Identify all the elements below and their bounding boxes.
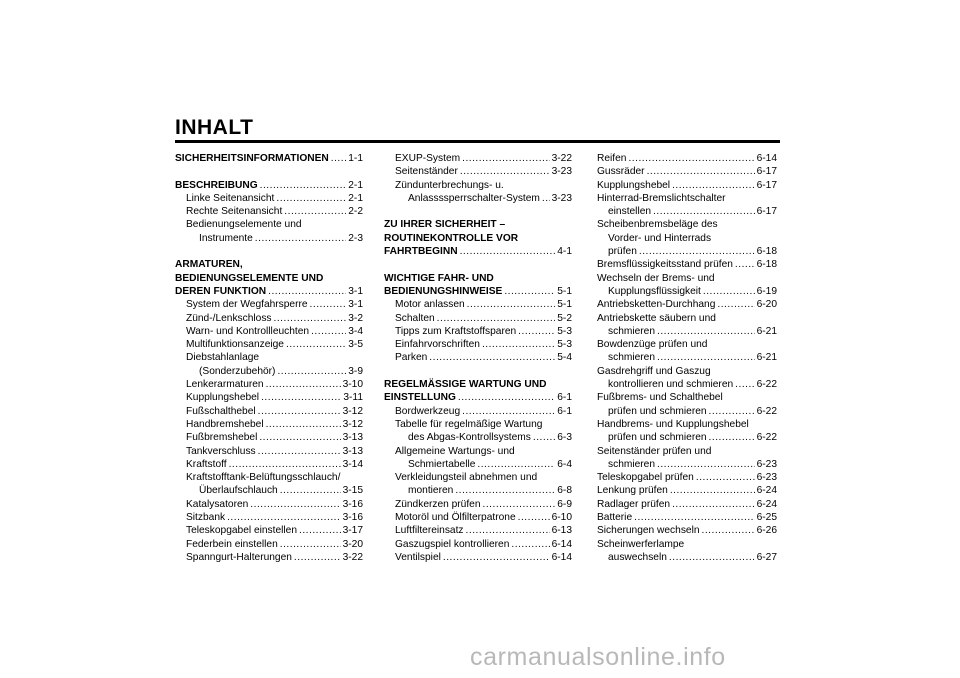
- toc-leader-dots: [672, 179, 755, 192]
- toc-leader-dots: [266, 418, 341, 431]
- toc-spacer: [384, 205, 572, 218]
- toc-leader-dots: [274, 312, 347, 325]
- toc-page-number: 6-23: [756, 458, 777, 470]
- toc-page-number: 3-10: [342, 379, 363, 391]
- toc-entry[interactable]: [384, 524, 572, 537]
- toc-entry[interactable]: [597, 245, 777, 258]
- toc-page-number: 3-11: [343, 392, 363, 404]
- toc-page-number: 6-25: [756, 512, 777, 524]
- toc-page-number: 6-18: [756, 259, 777, 271]
- toc-entry-title: Ventilspiel: [395, 551, 441, 563]
- toc-entry-title: Antriebsketten-Durchhang: [597, 299, 716, 311]
- toc-entry-title: Handbremshebel: [186, 418, 264, 430]
- toc-entry[interactable]: [597, 325, 777, 338]
- toc-entry[interactable]: Antriebskette säubern und: [597, 312, 716, 324]
- toc-page-number: 5-3: [557, 325, 572, 337]
- toc-entry-title: Gussräder: [597, 166, 645, 178]
- toc-entry[interactable]: [384, 405, 572, 418]
- toc-entry-title: DEREN FUNKTION: [175, 285, 267, 297]
- toc-leader-dots: [735, 378, 754, 391]
- toc-entry-title: Überlaufschlauch: [199, 485, 278, 497]
- toc-page-number: 6-4: [557, 458, 572, 470]
- toc-entry[interactable]: [384, 511, 572, 524]
- toc-entry-title: Teleskopgabel einstellen: [186, 525, 298, 537]
- toc-leader-dots: [467, 298, 556, 311]
- toc-leader-dots: [696, 471, 755, 484]
- toc-entry[interactable]: [384, 538, 572, 551]
- toc-page-number: 3-23: [551, 166, 572, 178]
- toc-leader-dots: [657, 325, 755, 338]
- toc-entry-title: SICHERHEITSINFORMATIONEN: [175, 153, 329, 164]
- toc-leader-dots: [255, 232, 346, 245]
- toc-entry[interactable]: Zündunterbrechungs- u.: [395, 179, 504, 191]
- toc-leader-dots: [735, 258, 755, 271]
- toc-entry-title: Tipps zum Kraftstoffsparen: [395, 325, 517, 337]
- toc-entry-title: Einfahrvorschriften: [395, 339, 480, 351]
- toc-entry[interactable]: [597, 378, 777, 391]
- toc-entry[interactable]: [175, 538, 363, 551]
- toc-entry-title: Bordwerkzeug: [395, 405, 461, 417]
- toc-page-number: 3-22: [342, 551, 363, 563]
- toc-leader-dots: [511, 538, 549, 551]
- toc-leader-dots: [542, 192, 550, 205]
- toc-page-number: 6-23: [756, 472, 777, 484]
- toc-entry[interactable]: Fußbrems- und Schalthebel: [597, 392, 723, 404]
- toc-entry[interactable]: Gasdrehgriff und Gaszug: [597, 365, 711, 377]
- toc-entry-title: Multifunktionsanzeige: [186, 339, 284, 351]
- toc-column-2: [384, 152, 572, 564]
- toc-entry-title: FAHRTBEGINN: [384, 246, 458, 258]
- toc-leader-dots: [258, 405, 341, 418]
- toc-entry-title: Anlassssperrschalter-System: [408, 192, 540, 204]
- toc-entry[interactable]: Verkleidungsteil abnehmen und: [395, 472, 538, 484]
- toc-leader-dots: [628, 152, 754, 165]
- toc-entry[interactable]: Tabelle für regelmäßige Wartung: [395, 418, 543, 430]
- toc-entry-title: System der Wegfahrsperre: [186, 299, 308, 311]
- toc-entry-title: Kupplungsflüssigkeit: [608, 285, 701, 297]
- toc-entry-title: Zündkerzen prüfen: [395, 498, 481, 510]
- toc-page-number: 2-2: [348, 206, 363, 218]
- toc-entry-title: BEDIENUNGSHINWEISE: [384, 285, 503, 297]
- toc-entry-title: montieren: [408, 485, 454, 497]
- toc-leader-dots: [331, 152, 347, 165]
- toc-page-number: 6-22: [756, 432, 777, 444]
- toc-entry[interactable]: [597, 351, 777, 364]
- toc-page-number: 6-10: [551, 512, 572, 524]
- toc-page-number: 3-4: [348, 325, 363, 337]
- toc-entry-title: BESCHREIBUNG: [175, 179, 258, 191]
- toc-section-heading[interactable]: BEDIENUNGSELEMENTE UND: [175, 272, 324, 284]
- toc-leader-dots: [258, 445, 341, 458]
- toc-leader-dots: [462, 405, 555, 418]
- toc-entry-title: Teleskopgabel prüfen: [597, 472, 694, 484]
- toc-page-number: 6-13: [551, 525, 572, 537]
- toc-page-number: 6-14: [756, 153, 777, 164]
- toc-leader-dots: [227, 511, 341, 524]
- toc-page-number: 3-1: [348, 299, 363, 311]
- toc-entry-title: auswechseln: [608, 551, 667, 563]
- toc-entry-title: prüfen und schmieren: [608, 405, 707, 417]
- toc-spacer: [175, 245, 363, 258]
- toc-entry-title: Seitenständer: [395, 166, 458, 178]
- toc-entry[interactable]: [175, 524, 363, 537]
- toc-entry[interactable]: [384, 351, 572, 364]
- toc-entry[interactable]: [597, 205, 777, 218]
- toc-entry[interactable]: [384, 325, 572, 338]
- toc-entry-title: Motor anlassen: [395, 299, 465, 311]
- toc-entry[interactable]: [384, 551, 572, 564]
- toc-entry[interactable]: [597, 551, 777, 564]
- toc-leader-dots: [672, 498, 755, 511]
- toc-leader-dots: [482, 338, 555, 351]
- toc-entry-title: Fußschalthebel: [186, 405, 256, 417]
- toc-entry[interactable]: [175, 551, 363, 564]
- toc-entry-title: prüfen: [608, 246, 637, 258]
- toc-leader-dots: [286, 338, 346, 351]
- toc-page-number: 3-23: [551, 192, 572, 204]
- toc-entry[interactable]: [384, 192, 572, 205]
- toc-page-number: 3-9: [348, 365, 363, 377]
- toc-section-heading[interactable]: ZU IHRER SICHERHEIT –: [384, 219, 506, 231]
- toc-entry[interactable]: [175, 365, 363, 378]
- toc-leader-dots: [266, 378, 341, 391]
- toc-entry-title: schmieren: [608, 325, 655, 337]
- toc-entry-title: kontrollieren und schmieren: [608, 379, 734, 391]
- toc-page-number: 5-1: [557, 299, 572, 311]
- toc-entry-title: Schmiertabelle: [408, 458, 476, 470]
- toc-page-number: 3-2: [348, 312, 363, 324]
- toc-leader-dots: [670, 484, 755, 497]
- toc-entry-title: Reifen: [597, 153, 627, 164]
- toc-entry-title: Batterie: [597, 512, 633, 524]
- toc-entry-title: des Abgas-Kontrollsystems: [408, 432, 531, 444]
- toc-entry[interactable]: [175, 298, 363, 311]
- toc-leader-dots: [533, 431, 555, 444]
- toc-page-number: 1-1: [348, 153, 363, 164]
- toc-page-number: 6-20: [756, 299, 777, 311]
- toc-entry[interactable]: [175, 205, 363, 218]
- toc-entry-title: Fußbremshebel: [186, 432, 258, 444]
- toc-page-number: 6-18: [756, 246, 777, 258]
- toc-entry[interactable]: [597, 152, 777, 165]
- toc-entry-title: Zünd-/Lenkschloss: [186, 312, 272, 324]
- toc-section-heading[interactable]: REGELMÄSSIGE WARTUNG UND: [384, 379, 547, 391]
- toc-page-number: 6-3: [557, 432, 572, 444]
- toc-page-number: 3-1: [348, 285, 363, 297]
- toc-entry[interactable]: [597, 458, 777, 471]
- toc-entry-title: EINSTELLUNG: [384, 392, 456, 404]
- toc-entry-title: schmieren: [608, 352, 655, 364]
- toc-entry[interactable]: [597, 285, 777, 298]
- toc-page-number: 6-27: [756, 551, 777, 563]
- toc-leader-dots: [466, 524, 550, 537]
- toc-page-number: 6-24: [756, 498, 777, 510]
- toc-entry-title: (Sonderzubehör): [199, 365, 276, 377]
- toc-section-heading[interactable]: [175, 285, 363, 298]
- toc-entry[interactable]: Scheibenbremsbeläge des: [597, 219, 718, 231]
- toc-page-number: 6-1: [557, 392, 572, 404]
- toc-entry[interactable]: [384, 312, 572, 325]
- toc-leader-dots: [709, 431, 755, 444]
- toc-leader-dots: [518, 325, 555, 338]
- toc-leader-dots: [280, 484, 341, 497]
- toc-entry-title: Kraftstoff: [186, 458, 227, 470]
- toc-leader-dots: [703, 285, 755, 298]
- toc-spacer: [384, 365, 572, 378]
- toc-leader-dots: [647, 165, 755, 178]
- toc-leader-dots: [657, 351, 755, 364]
- toc-entry[interactable]: [597, 511, 777, 524]
- toc-entry-title: Federbein einstellen: [186, 538, 278, 550]
- toc-entry[interactable]: [597, 498, 777, 511]
- toc-page-number: 2-1: [348, 192, 363, 204]
- toc-entry[interactable]: [175, 445, 363, 458]
- toc-entry[interactable]: [175, 338, 363, 351]
- toc-page-number: 3-13: [342, 432, 363, 444]
- toc-leader-dots: [462, 152, 550, 165]
- toc-entry-title: Motoröl und Ölfilterpatrone: [395, 512, 516, 524]
- toc-column-3: [597, 152, 777, 564]
- toc-entry[interactable]: [175, 391, 363, 404]
- toc-entry[interactable]: Seitenständer prüfen und: [597, 445, 712, 457]
- toc-entry-title: EXUP-System: [395, 153, 461, 164]
- toc-page-number: 6-21: [756, 325, 777, 337]
- toc-page-number: 3-14: [342, 458, 363, 470]
- toc-page-number: 6-22: [756, 405, 777, 417]
- toc-entry-title: Katalysatoren: [186, 498, 249, 510]
- toc-entry[interactable]: [384, 338, 572, 351]
- toc-section-heading[interactable]: [175, 152, 363, 165]
- toc-entry-title: Sitzbank: [186, 512, 226, 524]
- toc-entry[interactable]: [175, 431, 363, 444]
- toc-entry[interactable]: [384, 298, 572, 311]
- toc-leader-dots: [429, 351, 555, 364]
- toc-leader-dots: [280, 538, 341, 551]
- toc-page-number: 6-14: [551, 538, 572, 550]
- toc-leader-dots: [443, 551, 550, 564]
- toc-entry[interactable]: [175, 458, 363, 471]
- toc-entry-title: schmieren: [608, 458, 655, 470]
- toc-section-heading[interactable]: [175, 179, 363, 192]
- toc-leader-dots: [260, 179, 347, 192]
- toc-page-number: 6-22: [756, 379, 777, 391]
- toc-spacer: [384, 258, 572, 271]
- toc-entry[interactable]: [175, 418, 363, 431]
- toc-entry[interactable]: [175, 192, 363, 205]
- toc-page-number: 6-8: [557, 485, 572, 497]
- toc-leader-dots: [518, 511, 550, 524]
- toc-leader-dots: [458, 391, 555, 404]
- toc-entry-title: Parken: [395, 352, 428, 364]
- toc-entry-title: Tankverschluss: [186, 445, 256, 457]
- toc-leader-dots: [259, 431, 340, 444]
- toc-entry[interactable]: Scheinwerferlampe: [597, 538, 685, 550]
- toc-entry-title: einstellen: [608, 206, 652, 218]
- toc-section-heading[interactable]: ROUTINEKONTROLLE VOR: [384, 232, 519, 244]
- toc-entry[interactable]: [597, 298, 777, 311]
- toc-entry-title: prüfen und schmieren: [608, 432, 707, 444]
- toc-leader-dots: [437, 312, 556, 325]
- toc-leader-dots: [311, 325, 346, 338]
- toc-entry[interactable]: [175, 325, 363, 338]
- toc-page-number: 2-1: [348, 179, 363, 191]
- toc-leader-dots: [276, 192, 346, 205]
- toc-page-number: 3-22: [551, 153, 572, 164]
- toc-entry[interactable]: Bowdenzüge prüfen und: [597, 339, 708, 351]
- toc-entry-title: Linke Seitenansicht: [186, 192, 275, 204]
- toc-page-number: 5-4: [557, 352, 572, 364]
- toc-leader-dots: [229, 458, 341, 471]
- toc-entry[interactable]: [384, 431, 572, 444]
- toc-leader-dots: [717, 298, 754, 311]
- toc-section-heading[interactable]: [384, 391, 572, 404]
- page-title: INHALT: [175, 116, 254, 139]
- toc-entry[interactable]: [175, 312, 363, 325]
- toc-page-number: 6-26: [756, 525, 777, 537]
- toc-entry-title: Schalten: [395, 312, 435, 324]
- toc-page-number: 6-21: [756, 352, 777, 364]
- toc-entry[interactable]: [384, 152, 572, 165]
- toc-entry-title: Warn- und Kontrollleuchten: [186, 325, 310, 337]
- toc-entry[interactable]: [175, 484, 363, 497]
- toc-entry[interactable]: [175, 405, 363, 418]
- toc-entry[interactable]: [384, 165, 572, 178]
- toc-page-number: 6-17: [756, 166, 777, 178]
- toc-page-number: 3-20: [342, 538, 363, 550]
- toc-entry-title: Gaszugspiel kontrollieren: [395, 538, 510, 550]
- watermark: carmanualsonline.info: [470, 643, 726, 671]
- toc-entry[interactable]: [175, 498, 363, 511]
- toc-entry[interactable]: Bedienungselemente und: [186, 219, 302, 231]
- toc-entry-title: Spanngurt-Halterungen: [186, 551, 292, 563]
- toc-page-number: 6-9: [557, 498, 572, 510]
- toc-entry[interactable]: [597, 258, 777, 271]
- toc-leader-dots: [669, 551, 755, 564]
- toc-entry[interactable]: [384, 484, 572, 497]
- toc-entry[interactable]: [597, 165, 777, 178]
- toc-entry-title: Instrumente: [199, 232, 253, 244]
- toc-page-number: 6-14: [551, 551, 572, 563]
- toc-page-number: 5-3: [557, 339, 572, 351]
- toc-page-number: 3-17: [342, 525, 363, 537]
- toc-page-number: 3-5: [348, 339, 363, 351]
- toc-entry-title: Lenkung prüfen: [597, 485, 668, 497]
- toc-entry-title: Rechte Seitenansicht: [186, 206, 283, 218]
- toc-page-number: 5-2: [557, 312, 572, 324]
- toc-section-heading[interactable]: ARMATUREN,: [175, 259, 243, 271]
- toc-leader-dots: [277, 365, 346, 378]
- toc-entry-title: Lenkerarmaturen: [186, 379, 264, 391]
- toc-entry[interactable]: Diebstahlanlage: [186, 352, 260, 364]
- toc-page-number: 6-17: [756, 206, 777, 218]
- toc-leader-dots: [477, 458, 555, 471]
- toc-entry[interactable]: Allgemeine Wartungs- und: [395, 445, 515, 457]
- toc-leader-dots: [634, 511, 755, 524]
- toc-leader-dots: [294, 551, 341, 564]
- toc-page-number: 4-1: [557, 246, 572, 258]
- toc-column-1: [175, 152, 363, 564]
- toc-leader-dots: [261, 391, 341, 404]
- toc-page-number: 6-17: [756, 179, 777, 191]
- toc-entry[interactable]: Kraftstofftank-Belüftungsschlauch/: [186, 472, 341, 484]
- toc-page-number: 2-3: [348, 232, 363, 244]
- toc-entry[interactable]: [384, 458, 572, 471]
- toc-entry[interactable]: Handbrems- und Kupplungshebel: [597, 418, 749, 430]
- toc-spacer: [175, 165, 363, 178]
- toc-leader-dots: [250, 498, 340, 511]
- toc-entry[interactable]: Vorder- und Hinterrads: [608, 232, 712, 244]
- toc-page-number: 3-16: [342, 498, 363, 510]
- toc-entry[interactable]: Wechseln der Brems- und: [597, 272, 715, 284]
- toc-leader-dots: [639, 245, 755, 258]
- toc-entry[interactable]: [597, 471, 777, 484]
- toc-page-number: 3-15: [342, 485, 363, 497]
- toc-section-heading[interactable]: [384, 245, 572, 258]
- toc-page-number: 6-24: [756, 485, 777, 497]
- toc-entry[interactable]: [597, 179, 777, 192]
- toc-entry[interactable]: [175, 378, 363, 391]
- toc-entry-title: Luftfiltereinsatz: [395, 525, 464, 537]
- toc-entry[interactable]: [384, 498, 572, 511]
- toc-section-heading[interactable]: [384, 285, 572, 298]
- toc-page-number: 3-12: [342, 418, 363, 430]
- toc-page-number: 3-12: [342, 405, 363, 417]
- toc-leader-dots: [653, 205, 755, 218]
- toc-page-number: 3-16: [342, 512, 363, 524]
- toc-entry[interactable]: [597, 484, 777, 497]
- toc-page-number: 3-13: [342, 445, 363, 457]
- toc-entry[interactable]: [175, 511, 363, 524]
- toc-section-heading[interactable]: WICHTIGE FAHR- UND: [384, 272, 494, 284]
- toc-entry[interactable]: [597, 405, 777, 418]
- toc-entry[interactable]: [597, 431, 777, 444]
- title-rule: [175, 140, 780, 143]
- toc-entry[interactable]: [175, 232, 363, 245]
- toc-entry[interactable]: Hinterrad-Bremslichtschalter: [597, 192, 726, 204]
- toc-leader-dots: [460, 245, 556, 258]
- toc-leader-dots: [299, 524, 341, 537]
- toc-leader-dots: [504, 285, 555, 298]
- toc-entry[interactable]: [597, 524, 777, 537]
- toc-leader-dots: [657, 458, 755, 471]
- toc-entry-title: Kupplungshebel: [597, 179, 671, 191]
- toc-page-number: 6-1: [557, 405, 572, 417]
- toc-leader-dots: [709, 405, 755, 418]
- toc-leader-dots: [284, 205, 346, 218]
- toc-entry-title: Radlager prüfen: [597, 498, 671, 510]
- toc-entry-title: Bremsflüssigkeitsstand prüfen: [597, 259, 733, 271]
- toc-leader-dots: [268, 285, 346, 298]
- toc-page-number: 5-1: [557, 285, 572, 297]
- toc-entry-title: Sicherungen wechseln: [597, 525, 700, 537]
- toc-entry-title: Kupplungshebel: [186, 392, 260, 404]
- toc-page-number: 6-19: [756, 285, 777, 297]
- toc-leader-dots: [310, 298, 347, 311]
- toc-leader-dots: [483, 498, 556, 511]
- toc-leader-dots: [460, 165, 550, 178]
- toc-leader-dots: [702, 524, 755, 537]
- toc-leader-dots: [455, 484, 555, 497]
